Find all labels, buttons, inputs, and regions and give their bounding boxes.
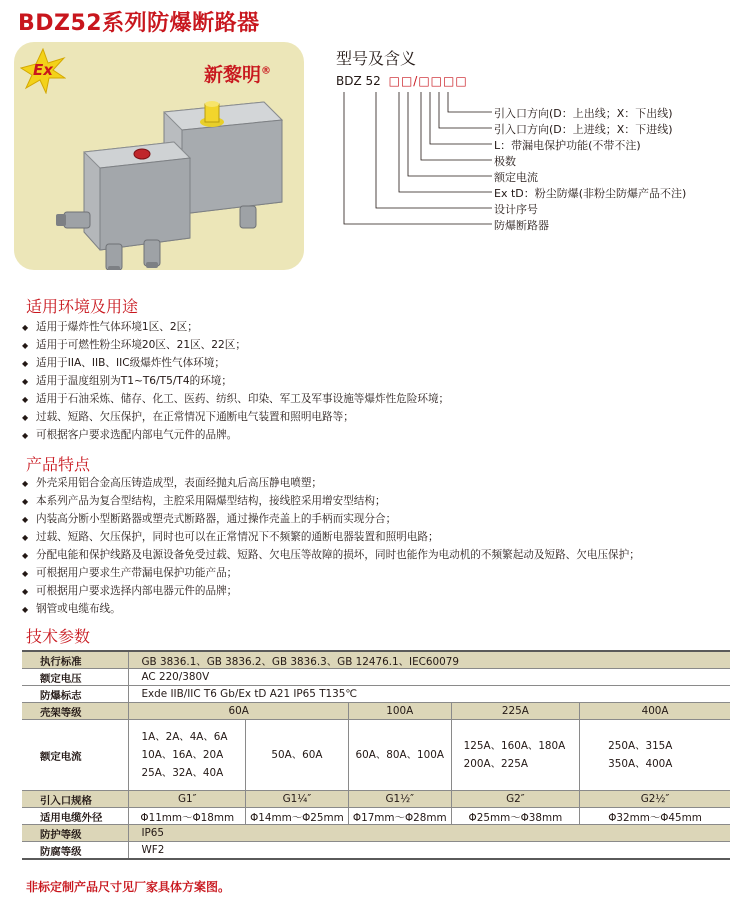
spec-value-line: 10A、16A、20A [141,749,224,761]
list-item [22,354,449,372]
list-item-text: 内装高分断小型断路器或塑壳式断路器，通过操作壳盖上的手柄而实现分合； [36,513,397,525]
diamond-bullet-icon: ◆ [22,431,29,440]
list-item-text: 适用于温度组别为T1~T6/T5/T4的环境； [36,375,232,387]
spec-value-line: 50A、60A [271,749,323,761]
spec-table [22,650,730,860]
footnote: 非标定制产品尺寸见厂家具体方案图。 [26,880,231,894]
spec-value: G1½″ [348,791,451,808]
list-item-text: 外壳采用铝合金高压铸造成型，表面经抛丸后高压静电喷塑； [36,477,323,489]
model-legend-item: Ex tD：粉尘防爆(非粉尘防爆产品不注) [494,187,687,200]
spec-value-line: 125A、160A、180A [463,740,566,752]
diamond-bullet-icon: ◆ [22,551,29,560]
model-legend-lines [330,82,500,242]
spec-value [246,720,349,791]
diamond-bullet-icon: ◆ [22,569,29,578]
list-item [22,510,640,528]
spec-value: 400A [580,703,730,720]
diamond-bullet-icon: ◆ [22,359,29,368]
spec-value: Φ25mm～Φ38mm [451,808,579,825]
spec-value: 225A [451,703,579,720]
spec-label: 执行标准 [22,651,129,669]
list-item [22,318,449,336]
brand-name: 新黎明 [204,64,262,86]
spec-label: 防腐等级 [22,842,129,860]
model-legend-item: 引入口方向(D：上进线；X：下进线) [494,123,673,136]
spec-value: IP65 [129,825,730,842]
diamond-bullet-icon: ◆ [22,515,29,524]
spec-value: GB 3836.1、GB 3836.2、GB 3836.3、GB 12476.1、IEC60079 [129,651,730,669]
spec-label: 额定电压 [22,669,129,686]
model-code-boxes: □□/□□□□ [388,74,468,88]
spec-value-line: 25A、32A、40A [141,767,224,779]
tech-heading: 技术参数 [26,627,91,646]
spec-value: Φ11mm～Φ18mm [129,808,246,825]
diamond-bullet-icon: ◆ [22,497,29,506]
spec-value: G1¼″ [246,791,349,808]
spec-value [129,720,246,791]
list-item [22,336,449,354]
spec-value: Exde IIB/IIC T6 Gb/Ex tD A21 IP65 T135℃ [129,686,730,703]
spec-value: Φ32mm～Φ45mm [580,808,730,825]
table-row [22,825,730,842]
list-item-text: 适用于石油采炼、储存、化工、医药、纺织、印染、军工及军事设施等爆炸性危险环境； [36,393,450,405]
diamond-bullet-icon: ◆ [22,323,29,332]
spec-value-line: 200A、225A [463,758,528,770]
model-legend-item: 极数 [494,155,516,168]
table-row [22,791,730,808]
spec-value [580,720,730,791]
diamond-bullet-icon: ◆ [22,587,29,596]
ex-badge-text: Ex [33,61,53,79]
model-legend-item: 额定电流 [494,171,538,184]
spec-value: Φ14mm～Φ25mm [246,808,349,825]
product-photo [14,42,304,270]
table-row [22,842,730,860]
spec-label: 引入口规格 [22,791,129,808]
table-row [22,720,730,791]
spec-label: 防护等级 [22,825,129,842]
spec-value [451,720,579,791]
spec-label: 防爆标志 [22,686,129,703]
diamond-bullet-icon: ◆ [22,341,29,350]
list-item [22,546,640,564]
model-legend-item: 防爆断路器 [494,219,549,232]
diamond-bullet-icon: ◆ [22,413,29,422]
brand-registered-mark: ® [261,65,272,77]
spec-value: WF2 [129,842,730,860]
spec-value-line: 60A、80A、100A [355,749,444,761]
list-item-text: 可根据用户要求选择内部电器元件的品牌； [36,585,238,597]
model-legend-item: 设计序号 [494,203,538,216]
list-item-text: 分配电能和保护线路及电源设备免受过载、短路、欠电压等故障的损坏，同时也能作为电动机的不频繁起动及短路、欠电压保护； [36,549,640,561]
diamond-bullet-icon: ◆ [22,605,29,614]
diamond-bullet-icon: ◆ [22,395,29,404]
features-list [22,474,640,618]
list-item [22,564,640,582]
table-row [22,808,730,825]
list-item [22,600,640,618]
list-item [22,582,640,600]
spec-value-line: 1A、2A、4A、6A [141,731,228,743]
model-legend-item: 引入口方向(D：上出线；X：下出线) [494,107,673,120]
table-row [22,651,730,669]
list-item-text: 适用于可燃性粉尘环境20区、21区、22区； [36,339,246,351]
spec-value [348,720,451,791]
list-item [22,408,449,426]
list-item [22,426,449,444]
env-list [22,318,449,444]
diamond-bullet-icon: ◆ [22,533,29,542]
list-item [22,528,640,546]
list-item [22,372,449,390]
spec-value: G2½″ [580,791,730,808]
breaker-device-image [54,82,294,270]
list-item [22,474,640,492]
spec-value: 100A [348,703,451,720]
spec-value: AC 220/380V [129,669,730,686]
spec-label: 壳架等级 [22,703,129,720]
spec-value: 60A [129,703,348,720]
spec-label: 适用电缆外径 [22,808,129,825]
spec-value: G2″ [451,791,579,808]
list-item-text: 过载、短路、欠压保护，同时也可以在正常情况下不频繁的通断电器装置和照明电路； [36,531,439,543]
spec-value: Φ17mm～Φ28mm [348,808,451,825]
spec-value-line: 350A、400A [608,758,673,770]
model-code-prefix: BDZ 52 [336,74,381,88]
env-heading: 适用环境及用途 [26,297,139,316]
list-item-text: 可根据客户要求选配内部电气元件的品牌。 [36,429,238,441]
list-item-text: 钢管或电缆布线。 [36,603,121,615]
spec-value-line: 250A、315A [608,740,673,752]
list-item-text: 可根据用户要求生产带漏电保护功能产品； [36,567,238,579]
page-title: BDZ52系列防爆断路器 [18,11,260,36]
spec-value: G1″ [129,791,246,808]
model-legend-item: L：带漏电保护功能(不带不注) [494,139,641,152]
list-item-text: 适用于IIA、IIB、IIC级爆炸性气体环境； [36,357,225,369]
list-item [22,492,640,510]
model-heading: 型号及含义 [336,49,417,68]
list-item [22,390,449,408]
features-heading: 产品特点 [26,455,91,474]
table-row [22,703,730,720]
table-row [22,686,730,703]
diamond-bullet-icon: ◆ [22,479,29,488]
diamond-bullet-icon: ◆ [22,377,29,386]
table-row [22,669,730,686]
list-item-text: 过载、短路、欠压保护，在正常情况下通断电气装置和照明电路等； [36,411,354,423]
list-item-text: 本系列产品为复合型结构，主腔采用隔爆型结构，接线腔采用增安型结构； [36,495,386,507]
list-item-text: 适用于爆炸性气体环境1区、2区； [36,321,198,333]
spec-label: 额定电流 [22,720,129,791]
